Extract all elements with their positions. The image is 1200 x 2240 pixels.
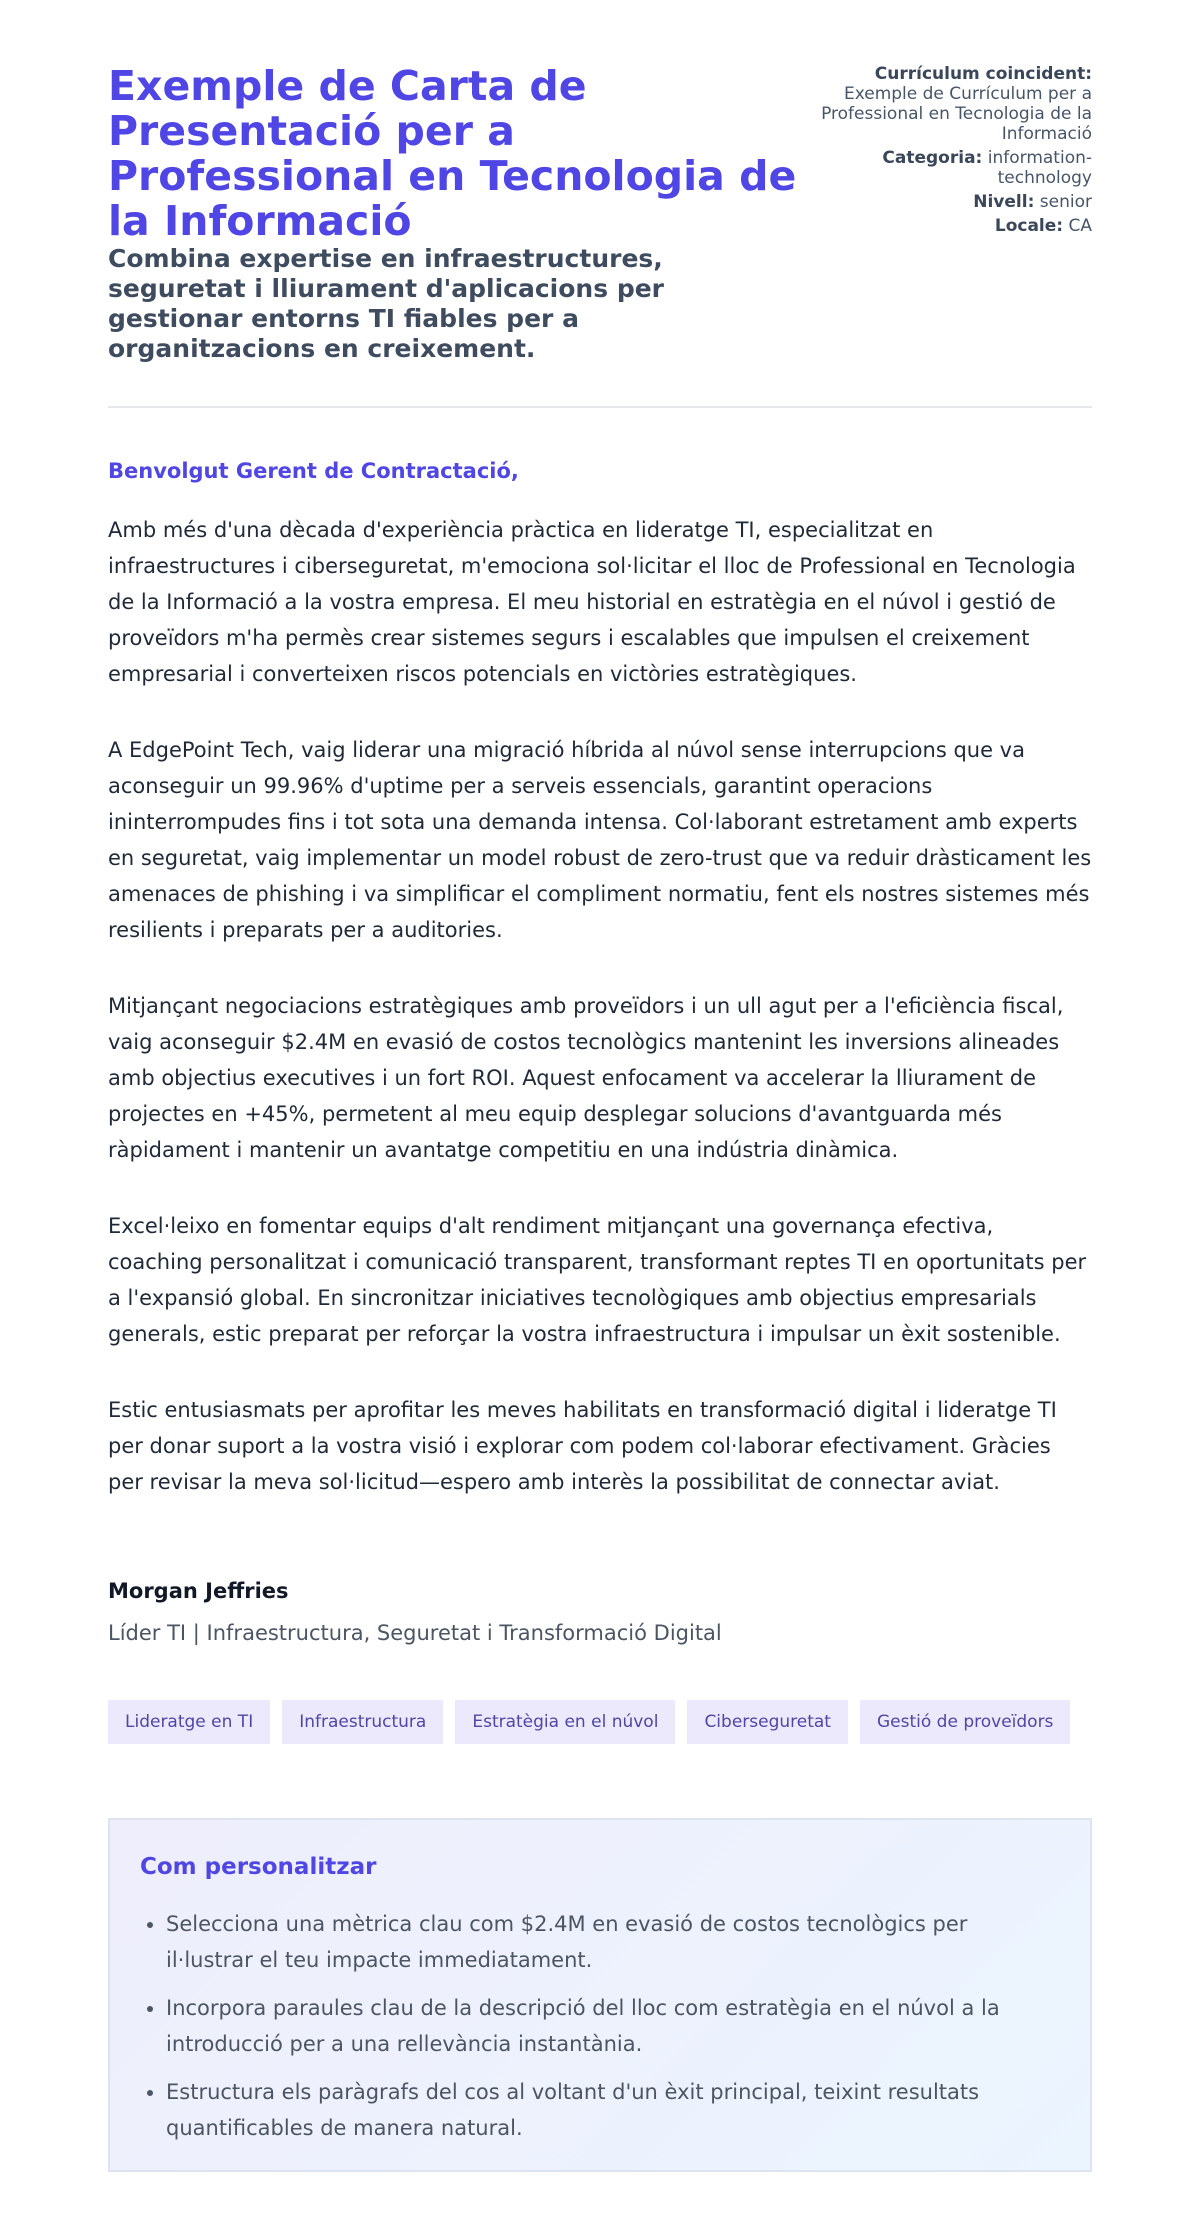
letter-paragraph: Estic entusiasmats per aprofitar les meves habilitats en transformació digital i lideratge TI per donar suport a la vostra visió i explorar com podem col·laborar efectivament. Gràcies per revisar la meva sol·licitud—espero amb interès la possibilitat de connectar aviat. (108, 1398, 1057, 1494)
letter-paragraph: Mitjançant negociacions estratègiques amb proveïdors i un ull agut per a l'eficiència fiscal, vaig aconseguir $2.4M en evasió de costos tecnològics mantenint les inversions alineades amb objectius executives i un fort ROI. Aquest enfocament va accelerar la lliurament de projectes en +45%, permetent al meu equip desplegar solucions d'avantguarda més ràpidament i mantenir un avantatge competitiu en una indústria dinàmica. (108, 994, 1064, 1162)
meta-level-value: senior (1039, 192, 1092, 212)
skill-tag: Infraestructura (282, 1700, 443, 1744)
meta-category (792, 148, 1092, 188)
letter-paragraph: Amb més d'una dècada d'experiència pràctica en lideratge TI, especialitzat en infraestructures i ciberseguretat, m'emociona sol·licitar el lloc de Professional en Tecnologia de la Informació a la vostra empresa. El meu historial en estratègia en el núvol i gestió de proveïdors m'ha permès crear sistemes segurs i escalables que impulsen el creixement empresarial i converteixen riscos potencials en victòries estratègiques. (108, 518, 1076, 686)
signature-name: Morgan Jeffries (108, 1579, 289, 1603)
meta-category-value: information-technology (987, 148, 1092, 188)
tips-list (140, 1906, 1060, 2146)
meta-resume-value: Exemple de Currículum per a Professional en Tecnologia de la Informació (821, 84, 1092, 144)
customization-tips (108, 1818, 1092, 2172)
letter-greeting: Benvolgut Gerent de Contractació, (108, 459, 519, 483)
skill-tags (108, 1700, 1070, 1744)
tip-item: • Estructura els paràgrafs del cos al voltant d'un èxit principal, teixint resultats quantificables de manera natural. (166, 2074, 1060, 2146)
skill-tag: Estratègia en el núvol (455, 1700, 675, 1744)
tip-item: • Selecciona una mètrica clau com $2.4M en evasió de costos tecnològics per il·lustrar el teu impacte immediatament. (166, 1906, 1060, 1978)
tip-item: • Incorpora paraules clau de la descripció del lloc com estratègia en el núvol a la introducció per a una rellevància instantània. (166, 1990, 1060, 2062)
page-subtitle: Combina expertise en infraestructures, seguretat i lliurament d'aplicacions per gestionar entorns TI fiables per a organitzacions en creixement. (108, 244, 664, 363)
meta-panel (792, 64, 1092, 240)
meta-locale-value: CA (1068, 216, 1092, 236)
letter-paragraph: A EdgePoint Tech, vaig liderar una migració híbrida al núvol sense interrupcions que va aconseguir un 99.96% d'uptime per a serveis essencials, garantint operacions ininterrompudes fins i tot sota una demanda intensa. Col·laborant estretament amb experts en seguretat, vaig implementar un model robust de zero-trust que va reduir dràsticament les amenaces de phishing i va simplificar el compliment normatiu, fent els nostres sistemes més resilients i preparats per a auditories. (108, 738, 1092, 942)
meta-resume (792, 64, 1092, 144)
meta-level-label: Nivell: (973, 192, 1035, 212)
letter-paragraph: Excel·leixo en fomentar equips d'alt rendiment mitjançant una governança efectiva, coaching personalitzat i comunicació transparent, transformant reptes TI en oportunitats per a l'expansió global. En sincronitzar iniciatives tecnològiques amb objectius empresarials generals, estic preparat per reforçar la vostra infraestructura i impulsar un èxit sostenible. (108, 1214, 1087, 1346)
page-title: Exemple de Carta de Presentació per a Professional en Tecnologia de la Informació (108, 62, 797, 245)
skill-tag: Gestió de proveïdors (860, 1700, 1070, 1744)
meta-category-label: Categoria: (882, 148, 983, 168)
letter-body (108, 512, 1092, 1540)
skill-tag: Lideratge en TI (108, 1700, 270, 1744)
page-header (108, 0, 1092, 408)
tips-title: Com personalitzar (140, 1854, 377, 1880)
signature-title: Líder TI | Infraestructura, Seguretat i Transformació Digital (108, 1621, 722, 1645)
meta-level (792, 192, 1092, 212)
skill-tag: Ciberseguretat (687, 1700, 848, 1744)
meta-locale (792, 216, 1092, 236)
title-block (108, 64, 798, 364)
meta-resume-label: Currículum coincident: (874, 64, 1092, 84)
meta-locale-label: Locale: (994, 216, 1064, 236)
cover-letter-page (108, 0, 1092, 2140)
